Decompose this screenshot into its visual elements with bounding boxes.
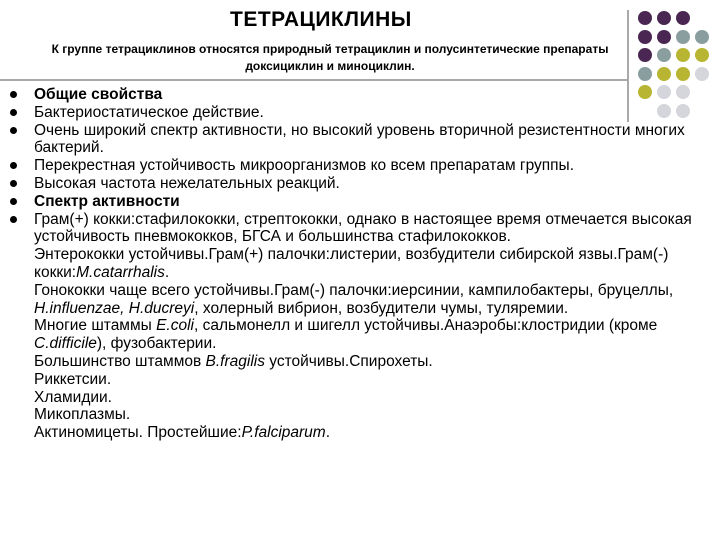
text-run: Большинство штаммов: [34, 352, 206, 370]
bullet-dot-icon: [10, 216, 17, 223]
decorative-dot: [657, 67, 671, 81]
organism-name: M.catarrhalis: [76, 263, 165, 281]
decorative-dot: [638, 48, 652, 62]
text-run: устойчивы.Спирохеты.: [264, 352, 433, 370]
bullet-item-spectrum: [0, 211, 705, 442]
decorative-dot: [638, 30, 652, 44]
spectrum-paragraph: [34, 424, 705, 442]
decorative-dot: [695, 67, 709, 81]
text-run: .: [325, 424, 331, 442]
organism-name: E.coli: [156, 317, 194, 335]
spectrum-paragraph: Риккетсии.: [34, 370, 112, 388]
bullet-item: [0, 122, 705, 158]
spectrum-paragraph: Грам(+) кокки:стафилококки, стрептококки, однако в настоящее время отмечается высокая устойчивость пневмококков, БГСА и большинства стафилококков.: [34, 210, 692, 246]
bullet-list: [0, 86, 705, 442]
organism-name: C.difficile: [34, 335, 97, 353]
spectrum-paragraph: Хламидии.: [34, 388, 112, 406]
spectrum-paragraph: [34, 246, 705, 282]
spectrum-paragraph: [34, 282, 705, 318]
decorative-dot: [695, 30, 709, 44]
text-run: .: [164, 263, 170, 281]
organism-name: H.influenzae, H.ducreyi: [34, 299, 195, 317]
decorative-dot: [657, 30, 671, 44]
bullet-heading: Спектр активности: [34, 192, 180, 210]
text-run: ), фузобактерии.: [96, 335, 217, 353]
bullet-item: [0, 193, 705, 211]
bullet-text: Бактериостатическое действие.: [34, 103, 264, 121]
decorative-dot: [638, 11, 652, 25]
decorative-dot: [676, 67, 690, 81]
slide-subtitle: К группе тетрациклинов относятся природный тетрациклин и полусинтетические препараты доксициклин и миноциклин.: [51, 42, 609, 73]
bullet-text: Перекрестная устойчивость микроорганизмов ко всем препаратам группы.: [34, 157, 574, 175]
text-run: Энтерококки устойчивы.Грам(+) палочки:листерии, возбудители сибирской язвы.Грам(-) кокки:: [34, 246, 669, 281]
spectrum-paragraph: [34, 317, 705, 353]
text-run: Гонококки чаще всего устойчивы.Грам(-) палочки:иерсинии, кампилобактеры, бруцеллы,: [34, 281, 674, 299]
text-run: , сальмонелл и шигелл устойчивы.Анаэробы:клостридии (кроме: [193, 317, 658, 335]
decorative-dot: [657, 48, 671, 62]
decorative-dot: [676, 30, 690, 44]
decorative-dot: [676, 48, 690, 62]
bullet-item: [0, 157, 705, 175]
horizontal-divider: [0, 79, 628, 81]
bullet-dot-icon: [10, 162, 17, 169]
decorative-dot: [657, 11, 671, 25]
organism-name: P.falciparum: [241, 424, 326, 442]
spectrum-paragraph: [34, 353, 705, 371]
bullet-text: Высокая частота нежелательных реакций.: [34, 174, 340, 192]
text-run: Актиномицеты. Простейшие:: [34, 424, 242, 442]
bullet-item: [0, 175, 705, 193]
bullet-dot-icon: [10, 198, 17, 205]
organism-name: B.fragilis: [205, 352, 265, 370]
spectrum-paragraph: Микоплазмы.: [34, 406, 131, 424]
bullet-dot-icon: [10, 180, 17, 187]
bullet-item: [0, 86, 705, 104]
slide-title: ТЕТРАЦИКЛИНЫ: [230, 8, 412, 31]
decorative-dot: [638, 67, 652, 81]
decorative-dot: [676, 11, 690, 25]
bullet-text: Очень широкий спектр активности, но высокий уровень вторичной резистентности многих бактерий.: [34, 121, 685, 157]
bullet-heading: Общие свойства: [34, 86, 163, 103]
text-run: Многие штаммы: [34, 317, 157, 335]
bullet-dot-icon: [10, 109, 17, 116]
text-run: , холерный вибрион, возбудители чумы, туляремии.: [194, 299, 569, 317]
decorative-dot: [695, 48, 709, 62]
bullet-dot-icon: [10, 127, 17, 134]
bullet-item: [0, 104, 705, 122]
bullet-dot-icon: [10, 91, 17, 98]
